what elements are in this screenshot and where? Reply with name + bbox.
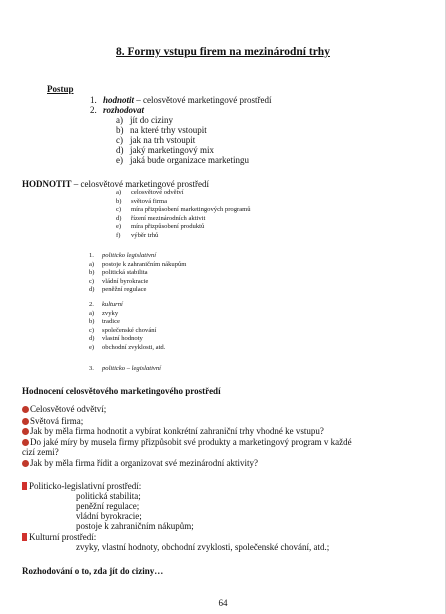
list-item: postoje k zahraničním nákupům; bbox=[76, 521, 194, 531]
red-bullet-icon bbox=[22, 428, 29, 435]
list-item: d) řízení mezinárodních aktivit bbox=[116, 214, 206, 222]
kult-prostredi-text: zvyky, vlastní hodnoty, obchodní zvyklosti, společenské chování, atd.; bbox=[76, 542, 330, 552]
pol-prostredi-label: Politicko-legislativní prostředí: bbox=[22, 481, 141, 491]
list-item: peněžní regulace; bbox=[76, 501, 140, 511]
list-item: d) peněžní regulace bbox=[89, 286, 147, 294]
group-heading: 1. politicko legislativní bbox=[89, 252, 157, 259]
page-title: 8. Formy vstupu firem na mezinárodní trhy bbox=[116, 46, 330, 58]
postup-sublist bbox=[116, 115, 249, 165]
postup-heading: Postup bbox=[47, 84, 74, 94]
group3-heading: 3. politicko – legislativní bbox=[89, 365, 161, 372]
bullet-continuation: cizí zemi? bbox=[22, 447, 59, 457]
red-bullet-icon bbox=[22, 406, 29, 413]
list-item: e) obchodní zvyklosti, atd. bbox=[89, 343, 166, 351]
hodnoceni-heading: Hodnocení celosvětového marketingového prostředí bbox=[22, 386, 221, 396]
bullet-item: Celosvětové odvětví; bbox=[22, 404, 106, 414]
red-square-icon bbox=[22, 482, 27, 490]
postup-list bbox=[90, 95, 271, 115]
list-item: e) jaká bude organizace marketingu bbox=[116, 155, 250, 165]
bullet-item: Světová firma; bbox=[22, 416, 83, 426]
list-item: politická stabilita; bbox=[76, 491, 141, 501]
list-item: b) světová firma bbox=[116, 197, 168, 205]
postup-item: 1. hodnotit – celosvětové marketingové prostředí bbox=[90, 95, 272, 105]
postup-item: 2. rozhodovat bbox=[90, 105, 145, 115]
group-heading: 2. kulturní bbox=[89, 301, 123, 308]
list-item: d) vlastní hodnoty bbox=[89, 335, 143, 343]
list-item: c) jak na trh vstoupit bbox=[116, 135, 196, 145]
hodnotit-list bbox=[116, 189, 251, 241]
list-item: d) jaký marketingový mix bbox=[116, 145, 214, 155]
group1-list bbox=[89, 252, 186, 295]
page-number: 64 bbox=[218, 598, 228, 608]
list-item: f) výběr trhů bbox=[116, 231, 159, 239]
list-item: b) politická stabilita bbox=[89, 269, 148, 277]
red-bullet-icon bbox=[22, 460, 29, 467]
bullet-item: Jak by měla firma hodnotit a vybírat konkrétní zahraniční trhy vhodné ke vstupu? bbox=[22, 426, 324, 436]
list-item: a) postoje k zahraničním nákupům bbox=[89, 260, 187, 268]
list-item: a) jít do ciziny bbox=[116, 115, 173, 125]
list-item: e) míra přizpůsobení produktů bbox=[116, 223, 205, 231]
list-item: b) na které trhy vstoupit bbox=[116, 125, 207, 135]
list-item: a) celosvětové odvětví bbox=[116, 189, 184, 196]
red-square-icon bbox=[22, 533, 27, 541]
bullet-item: Do jaké míry by musela firmy přizpůsobit své produkty a marketingový program v každé bbox=[22, 437, 352, 447]
rozhodovani-heading: Rozhodování o to, zda jít do ciziny… bbox=[22, 566, 164, 576]
list-item: c) vládní byrokracie bbox=[89, 277, 149, 285]
kult-prostredi-label: Kulturní prostředí: bbox=[22, 532, 96, 542]
hodnotit-heading: HODNOTIT – celosvětové marketingové prostředí bbox=[22, 179, 209, 189]
bullet-item: Jak by měla firma řídit a organizovat své mezinárodní aktivity? bbox=[22, 458, 258, 468]
list-item: vládní byrokracie; bbox=[76, 511, 142, 521]
list-item: c) společenské chování bbox=[89, 326, 157, 334]
red-bullet-icon bbox=[22, 439, 29, 446]
red-bullet-icon bbox=[22, 418, 29, 425]
list-item: b) tradice bbox=[89, 318, 120, 326]
list-item: c) míra přizpůsobení marketingových programů bbox=[116, 206, 251, 214]
group2-list bbox=[89, 301, 165, 353]
list-item: a) zvyky bbox=[89, 309, 119, 317]
